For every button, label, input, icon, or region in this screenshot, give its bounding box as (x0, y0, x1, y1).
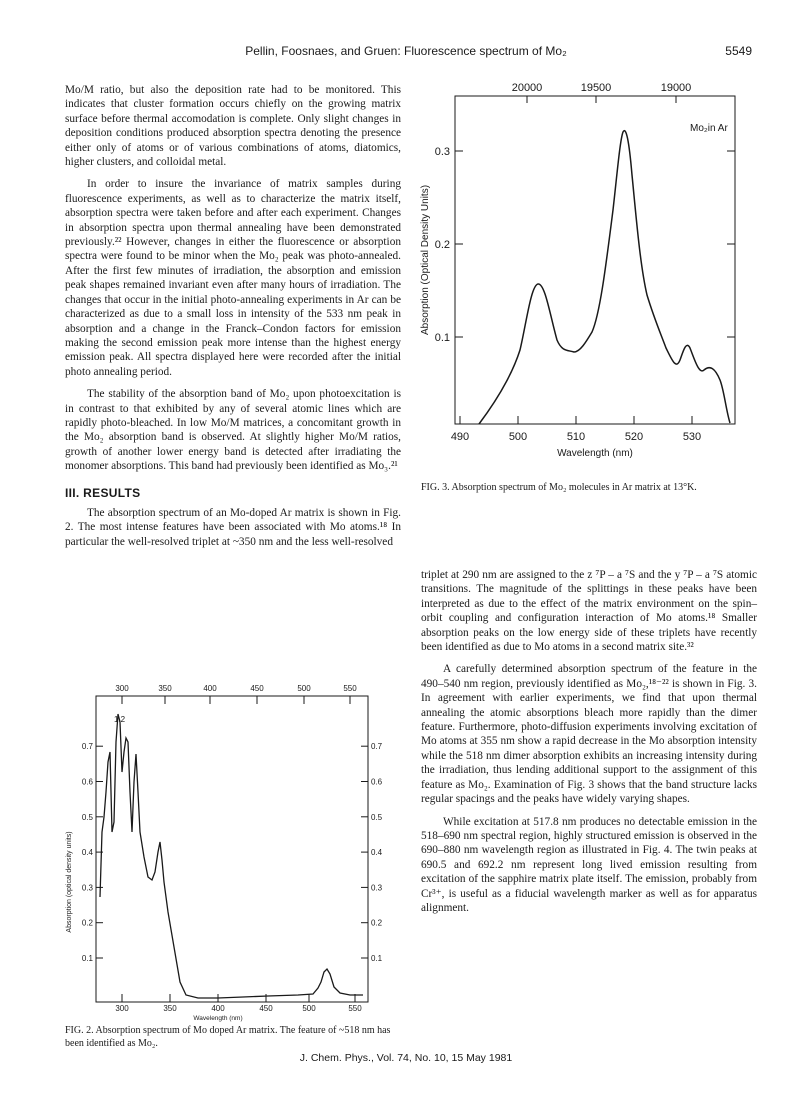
fig3-x-tick-label: 530 (682, 431, 702, 443)
fig3-x-tick-label: 500 (508, 431, 528, 443)
fig3-legend: Mo₂in Ar (690, 123, 728, 134)
running-header (0, 44, 812, 62)
fig3-spectrum-curve (479, 131, 730, 424)
fig2-y-tick-label: 0.1 (81, 954, 93, 963)
fig3-chart (412, 70, 752, 470)
fig3-y-tick-label: 0.1 (434, 332, 450, 344)
fig2-x-tick-label: 550 (348, 1004, 362, 1013)
fig2-y-tick-label: 0.6 (81, 777, 93, 787)
fig2-y-tick-label-right: 0.1 (371, 954, 383, 963)
paragraph: The stability of the absorption band of Mo₂ upon photoexcitation is in contrast to that exhibited by any of several atomic lines which are rapidly photo-bleached. In low Mo/M matrices, a concomitant growth in the Mo₂ absorption band is observed. At slightly higher Mo/M ratios, growth of another lower energy band is detected after irradiating the monomer absorptions. This band had previously been identified as Mo₃.²¹ (65, 388, 401, 473)
fig3-top-tick-label: 19000 (660, 82, 692, 94)
paragraph: While excitation at 517.8 nm produces no detectable emission in the 518–690 nm spectral region, highly structured emission is observed in the 690–880 nm wavelength region as illustrated in Fig. 4. The twin peaks at 690.5 and 692.2 nm represent long lived emission resulting from excitation of the sapphire matrix plate itself. The emission, probably from Cr³⁺, is useful as a fiducial wavelength marker as well as for apparatus alignment. (421, 815, 757, 914)
fig2-top-tick-label: 450 (250, 684, 264, 693)
fig2-top-tick-label: 300 (115, 684, 129, 693)
fig2-y-tick-label: 0.4 (81, 848, 93, 858)
fig2-x-tick-label: 450 (259, 1004, 273, 1013)
fig3-caption: FIG. 3. Absorption spectrum of Mo₂ molecules in Ar matrix at 13°K. (421, 482, 697, 493)
fig2-chart (58, 682, 403, 1022)
fig3-x-tick-label: 510 (566, 431, 586, 443)
fig2-peak-label: 1.2 (114, 715, 126, 724)
fig3-top-tick-label: 20000 (511, 82, 543, 94)
fig2-y-tick-label-right: 0.2 (371, 918, 383, 928)
fig2-x-axis-label: Wavelength (nm) (193, 1015, 243, 1022)
fig3-x-axis-label: Wavelength (nm) (557, 448, 633, 459)
fig3-top-tick-label: 19500 (580, 82, 612, 94)
journal-footer: J. Chem. Phys., Vol. 74, No. 10, 15 May 1981 (299, 1052, 513, 1064)
fig2-y-tick-label: 0.2 (81, 918, 93, 928)
running-title: Pellin, Foosnaes, and Gruen: Fluorescence spectrum of Mo₂ (245, 44, 567, 58)
fig2-spectrum-curve (100, 714, 363, 998)
left-column (65, 83, 401, 549)
fig2-y-tick-label: 0.7 (81, 742, 93, 752)
fig2-x-tick-label: 350 (163, 1004, 177, 1013)
fig3-y-tick-label: 0.2 (434, 239, 450, 251)
fig2-caption: FIG. 2. Absorption spectrum of Mo doped Ar matrix. The feature of ~518 nm has been identified as Mo₂. (65, 1025, 391, 1049)
fig3-x-tick-label: 490 (450, 431, 470, 443)
right-column (421, 568, 757, 915)
fig3-y-tick-label: 0.3 (434, 146, 450, 158)
fig2-top-tick-label: 400 (203, 684, 217, 693)
fig2-top-tick-label: 500 (297, 684, 311, 693)
fig2-top-tick-label: 550 (343, 684, 357, 693)
paragraph: triplet at 290 nm are assigned to the z ⁷P – a ⁷S and the y ⁷P – a ⁷S atomic transitions. The magnitude of the splittings in these peaks have been interpreted as due to the effect of the matrix environment on the spin–orbit coupling and configuration interaction of Mo atoms.¹⁸ Smaller absorption peaks on the low energy side of these triplets have recently been identified as due to Mo atoms in a second matrix site.³² (421, 569, 757, 654)
fig3-frame (455, 96, 735, 424)
paragraph: A carefully determined absorption spectrum of the feature in the 490–540 nm region, previously identified as Mo₂,¹⁸⁻²² is shown in Fig. 3. In agreement with earlier experiments, we find that upon thermal annealing the atomic absorptions bleach more rapidly than the dimer feature. Furthermore, photo-diffusion experiments involving excitation of Mo atoms at 355 nm show a rapid decrease in the Mo absorption intensity while the 518 nm dimer absorption exhibits an increasing intensity during the irradiation, thus lending additional support to the assignment of this feature as Mo₂. Examination of Fig. 3 shows that the band structure lacks regular spacings and the peaks have widely varying shapes. (421, 663, 757, 806)
paragraph: Mo/M ratio, but also the deposition rate had to be monitored. This indicates that cluster formation occurs chiefly on the growing matrix surface before thermal accomodation is complete. Only slight changes in deposition conditions produced absorption spectra denoting the presence either only of atoms or of various combinations of atoms, diatomics, higher clusters, and colloidal metal. (65, 84, 401, 169)
fig3-y-axis-label: Absorption (Optical Density Units) (420, 184, 431, 336)
page-number: 5549 (725, 44, 752, 58)
fig2-y-axis-label: Absorption (optical density units) (66, 831, 73, 933)
fig2-y-tick-label-right: 0.7 (371, 742, 383, 752)
fig2-frame (96, 696, 368, 1002)
fig2-y-tick-label-right: 0.6 (371, 777, 383, 787)
fig2-x-tick-label: 300 (115, 1004, 129, 1013)
fig2-y-tick-label: 0.3 (81, 883, 93, 893)
section-heading: III. RESULTS (65, 485, 141, 500)
fig3-x-tick-label: 520 (624, 431, 644, 443)
fig2-x-tick-label: 500 (302, 1004, 316, 1013)
fig2-y-tick-label: 0.5 (81, 812, 93, 822)
fig2-y-ticks (82, 742, 383, 963)
fig2-top-tick-label: 350 (158, 684, 172, 693)
fig2-y-tick-label-right: 0.4 (371, 848, 383, 858)
fig2-y-tick-label-right: 0.3 (371, 883, 383, 893)
paragraph: The absorption spectrum of an Mo-doped Ar matrix is shown in Fig. 2. The most intense features have been associated with Mo atoms.¹⁸ In particular the well-resolved triplet at ~350 nm and the less well-resolved (65, 506, 401, 548)
fig2-x-tick-label: 400 (211, 1004, 225, 1013)
fig2-y-tick-label-right: 0.5 (371, 812, 383, 822)
paragraph: In order to insure the invariance of matrix samples during fluorescence experiments, as well as to characterize the matrix itself, absorption spectra were taken before and after each experiment. Changes in absorption spectra upon thermal annealing have been demonstrated previously.²² However, changes in either the fluorescence or absorption spectra were found to be minor when the Mo₂ peak was photo-annealed. After the first few minutes of irradiation, the absorption and emission peak shapes remained invariant even after many hours of irradiation. The changes that occur in the initial photo-annealing experiments in Ar can be characterized as due to a small loss in intensity of the 533 nm peak in absorption and a change in the Franck–Condon factors for emission making the second emission peak more intense than the highest energy emission peak. All spectra displayed here were recorded after the initial photo annealing period. (65, 178, 401, 378)
